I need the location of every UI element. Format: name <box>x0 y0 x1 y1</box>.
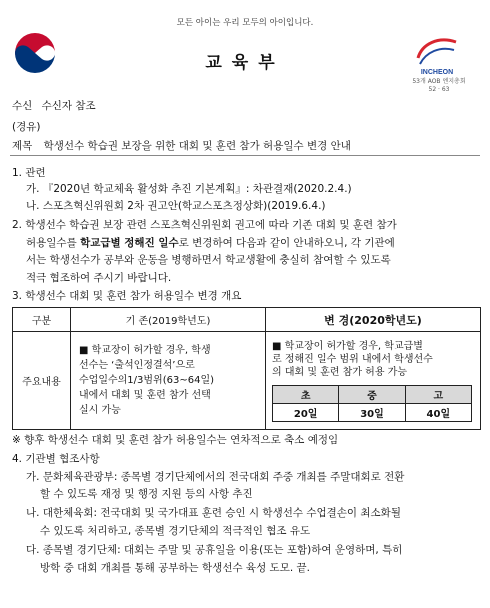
section-4c-line-1: 다. 종목별 경기단체: 대회는 주말 및 공휴일을 이용(또는 포함)하여 운영하며, 특히 <box>26 544 403 556</box>
section-2-line-1: 2. 학생선수 학습권 보장 관련 스포츠혁신위원회 권고에 따라 기존 대회 및 훈련 참가 <box>12 219 397 231</box>
days-table <box>272 385 472 422</box>
level-middle: 중 <box>339 385 405 403</box>
title-line <box>12 139 351 153</box>
divider <box>10 155 480 156</box>
recipient-line <box>12 99 96 113</box>
asian-games-caption <box>404 78 474 94</box>
ministry-title: 교육부 <box>205 53 285 73</box>
level-high: 고 <box>405 385 471 403</box>
title-label: 제목 <box>12 140 33 152</box>
section-4-heading: 4. 기관별 협조사항 <box>12 453 100 465</box>
days-middle: 30일 <box>339 403 405 421</box>
section-2-emphasis: 학교급별 정해진 일수 <box>80 237 179 249</box>
asian-sub-line: 52 · 63 <box>428 86 450 93</box>
days-table-values <box>273 403 472 421</box>
section-4b-line-2: 수 있도록 처리하고, 종목별 경기단체의 적극적인 협조 유도 <box>40 525 311 537</box>
section-1a: 가. 『2020년 학교체육 활성화 추진 기본계획』: 차관결재(2020.2.4.) <box>26 183 352 195</box>
section-1-heading: 1. 관련 <box>12 167 46 179</box>
recipient-value: 수신자 참조 <box>41 100 96 112</box>
title-value: 학생선수 학습권 보장을 위한 대회 및 훈련 참가 허용일수 변경 안내 <box>43 140 351 152</box>
new-line-2: 로 정해진 일수 범위 내에서 학생선수 <box>272 353 433 365</box>
table-row <box>13 332 481 430</box>
comparison-table <box>12 307 481 430</box>
section-1b: 나. 스포츠혁신위원회 2차 권고안(학교스포츠정상화)(2019.6.4.) <box>26 200 326 212</box>
incheon-asian-games-logo-icon <box>412 30 462 80</box>
section-4c-line-2: 방학 중 대회 개최를 통해 공부하는 학생선수 육성 도모. 끝. <box>40 562 311 574</box>
asian-caption-line: 53개 AOB 엔지총회 <box>412 78 466 85</box>
old-line-1: ■ 학교장이 허가할 경우, 학생 <box>79 345 211 356</box>
recipient-label: 수신 <box>12 100 33 112</box>
old-line-3: 수업일수의1/3범위(63~64일) <box>79 375 215 386</box>
table-header-new: 변 경(2020학년도) <box>266 308 481 332</box>
section-2-text-c: 로 변경하여 다음과 같이 안내하오니, 각 기관에 <box>178 237 395 249</box>
via-text: (경유) <box>12 121 41 133</box>
section-2-line-2 <box>26 236 395 250</box>
days-table-head <box>273 385 472 403</box>
new-line-3: 의 대회 및 훈련 참가 허용 가능 <box>272 366 407 378</box>
section-4b-line-1: 나. 대한체육회: 전국대회 및 국가대표 훈련 승인 시 학생선수 수업결손이 최소화될 <box>26 507 401 519</box>
table-header-old: 기 존(2019학년도) <box>71 308 266 332</box>
table-new-content <box>266 332 481 430</box>
section-3-heading: 3. 학생선수 대회 및 훈련 참가 허용일수 변경 개요 <box>12 290 242 302</box>
table-row-label: 주요내용 <box>13 332 71 430</box>
svg-text:INCHEON: INCHEON <box>420 69 454 76</box>
level-elementary: 초 <box>273 385 339 403</box>
table-old-content <box>71 332 266 430</box>
section-4a-line-1: 가. 문화체육관광부: 종목별 경기단체에서의 전국대회 주중 개최를 주말대회로 전환 <box>26 471 405 483</box>
new-line-1: ■ 학교장이 허가할 경우, 학교급별 <box>272 340 423 352</box>
days-elementary: 20일 <box>273 403 339 421</box>
motto-text: 모든 아이는 우리 모두의 아이입니다. <box>176 18 314 28</box>
section-2-text-a: 허용일수를 <box>26 237 81 249</box>
old-line-4: 내에서 대회 및 훈련 참가 선택 <box>79 390 211 401</box>
table-header-row <box>13 308 481 332</box>
section-4a-line-2: 할 수 있도록 재정 및 행정 지원 등의 사항 추진 <box>40 488 253 500</box>
old-line-5: 실시 가능 <box>79 405 121 416</box>
days-high: 40일 <box>405 403 471 421</box>
section-2-line-3: 서는 학생선수가 공부와 운동을 병행하면서 학교생활에 충실히 참여할 수 있도록 <box>26 254 391 266</box>
section-2-line-4: 적극 협조하여 주시기 바랍니다. <box>26 272 172 284</box>
note-text: ※ 향후 학생선수 대회 및 훈련 참가 허용일수는 연차적으로 축소 예정임 <box>12 434 339 446</box>
table-header-category: 구분 <box>13 308 71 332</box>
old-line-2: 선수는 ‘출석인정결석’으로 <box>79 360 195 371</box>
